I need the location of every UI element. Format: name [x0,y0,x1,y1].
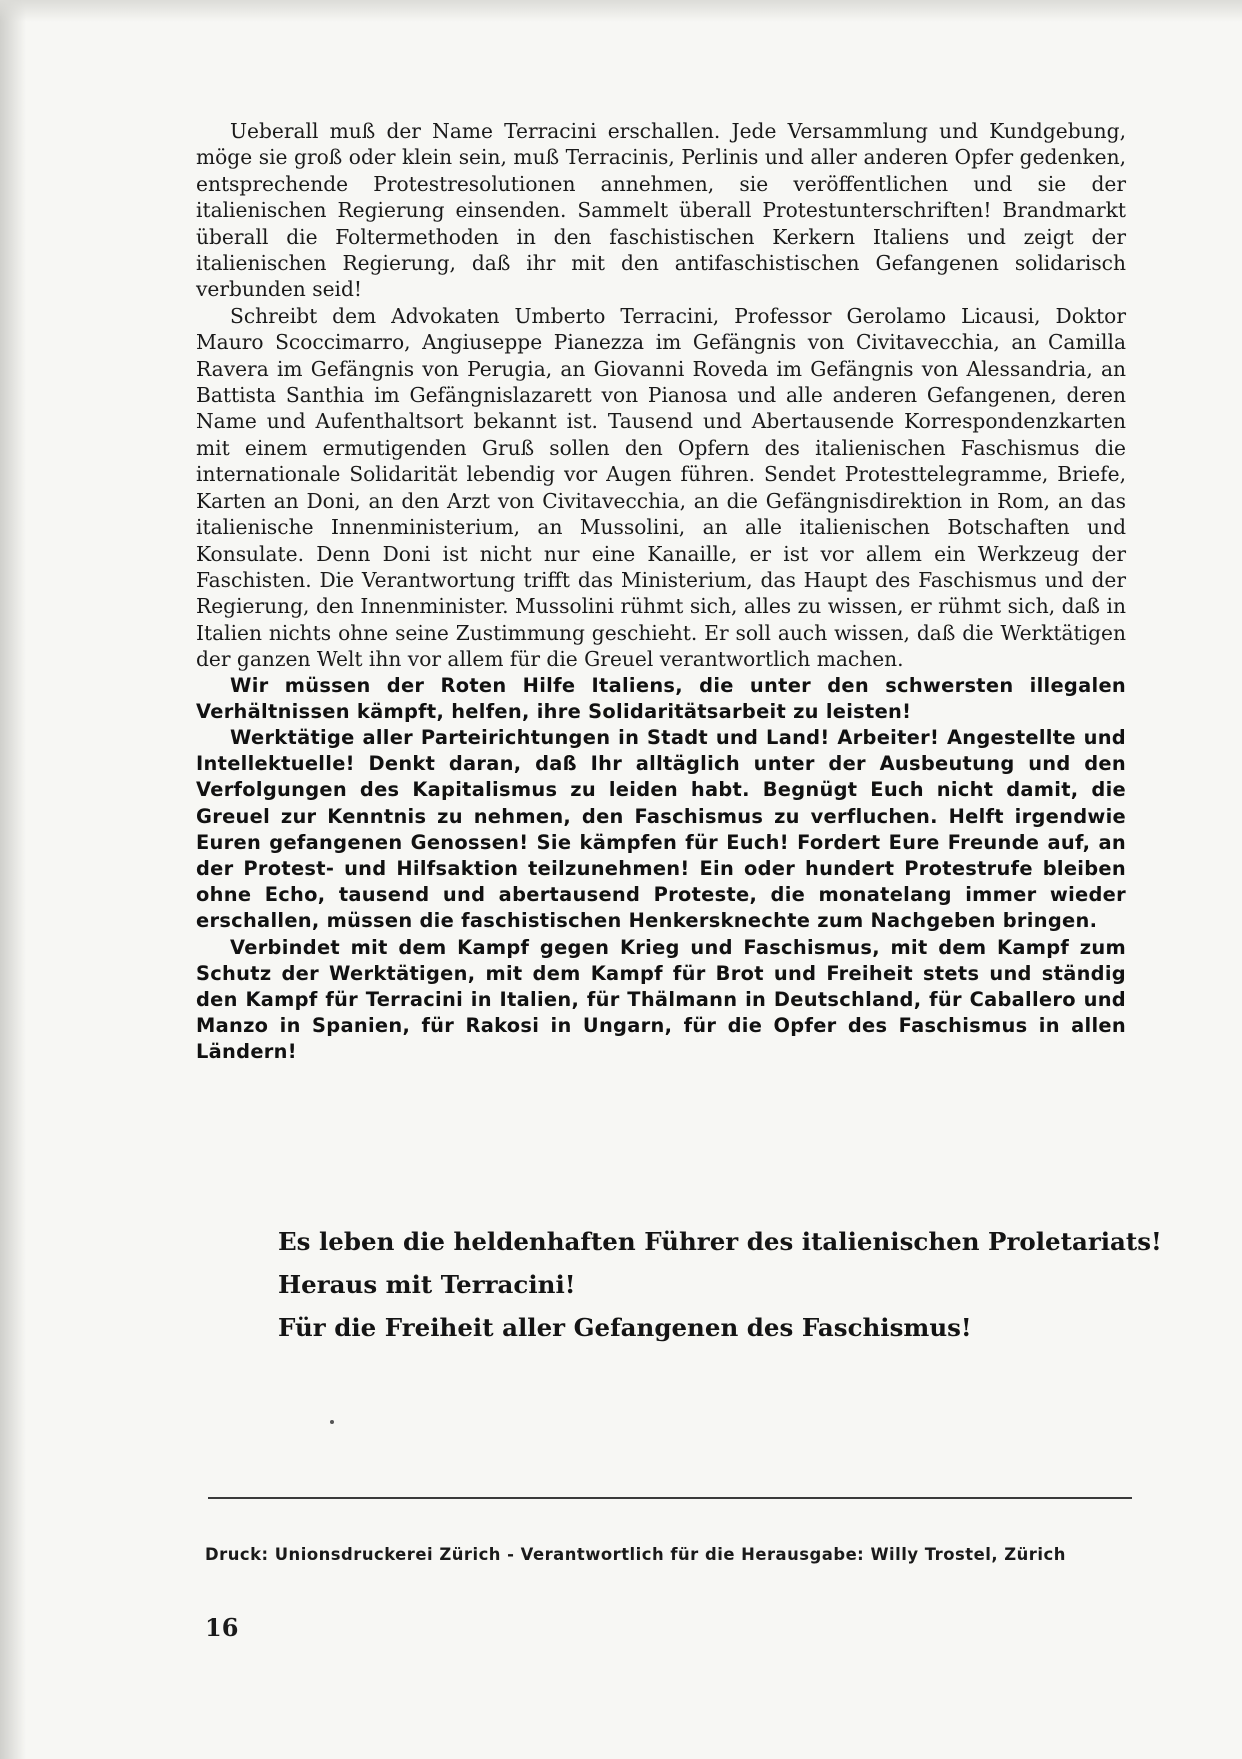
footer-rule [208,1497,1132,1499]
paragraph-unite-struggle: Verbindet mit dem Kampf gegen Krieg und Faschismus, mit dem Kampf zum Schutz der Werktätigen, mit dem Kampf für Brot und Freiheit stets und ständig den Kampf für Terracini in Italien, für Thälmann in Deutschland, für Caballero und Manzo in Spanien, für Rakosi in Ungarn, für die Opfer des Faschismus in allen Ländern! [196,935,1126,1064]
slogan-free-terracini: Heraus mit Terracini! [278,1270,576,1299]
slogan-freedom-prisoners: Für die Freiheit aller Gefangenen des Faschismus! [278,1313,972,1342]
print-speck [330,1420,334,1424]
slogan-leaders: Es leben die heldenhaften Führer des italienischen Proletariats! [278,1227,1162,1256]
page-number: 16 [205,1613,239,1642]
paragraph-rote-hilfe: Wir müssen der Roten Hilfe Italiens, die unter den schwersten illegalen Verhältnissen kämpft, helfen, ihre Solidaritätsarbeit zu leisten! [196,673,1126,723]
paragraph-appeal-workers: Werktätige aller Parteirichtungen in Stadt und Land! Arbeiter! Angestellte und Intellektuelle! Denkt daran, daß Ihr alltäglich unter der Ausbeutung und den Verfolgungen des Kapitalismus zu leiden habt. Begnügt Euch nicht damit, die Greuel zur Kenntnis zu nehmen, den Faschismus zu verfluchen. Helft irgendwie Euren gefangenen Genossen! Sie kämpfen für Euch! Fordert Eure Freunde auf, an der Protest- und Hilfsaktion teilzunehmen! Ein oder hundert Protestrufe bleiben ohne Echo, tausend und abertausend Proteste, die monatelang immer wieder erschallen, müssen die faschistischen Henkersknechte zum Nachgeben bringen. [196,725,1126,933]
slogan-block [278,1220,1162,1349]
article-body [196,118,1126,1066]
paragraph-terracini-campaign: Ueberall muß der Name Terracini erschallen. Jede Versammlung und Kundgebung, möge sie groß oder klein sein, muß Terracinis, Perlinis und aller anderen Opfer gedenken, entsprechende Protestresolutionen annehmen, sie veröffentlichen und sie der italienischen Regierung einsenden. Sammelt überall Protestunterschriften! Brandmarkt überall die Foltermethoden in den faschistischen Kerkern Italiens und zeigt der italienischen Regierung, daß ihr mit den antifaschistischen Gefangenen solidarisch verbunden seid! [196,119,1126,302]
printer-imprint: Druck: Unionsdruckerei Zürich - Verantwortlich für die Herausgabe: Willy Trostel, Zürich [205,1545,1066,1564]
paragraph-write-prisoners: Schreibt dem Advokaten Umberto Terracini, Professor Gerolamo Licausi, Doktor Mauro Scoccimarro, Angiuseppe Pianezza im Gefängnis von Civitavecchia, an Camilla Ravera im Gefängnis von Perugia, an Giovanni Roveda im Gefängnis von Alessandria, an Battista Santhia im Gefängnislazarett von Pianosa und alle anderen Gefangenen, deren Name und Aufenthaltsort bekannt ist. Tausend und Abertausende Korrespondenzkarten mit einem ermutigenden Gruß sollen den Opfern des italienischen Faschismus die internationale Solidarität lebendig vor Augen führen. Sendet Protesttelegramme, Briefe, Karten an Doni, an den Arzt von Civitavecchia, an die Gefängnisdirektion in Rom, an das italienische Innenministerium, an Mussolini, an alle italienischen Botschaften und Konsulate. Denn Doni ist nicht nur eine Kanaille, er ist vor allem ein Werkzeug der Faschisten. Die Verantwortung trifft das Ministerium, das Haupt des Faschismus und der Regierung, den Innenminister. Mussolini rühmt sich, alles zu wissen, er rühmt sich, daß in Italien nichts ohne seine Zustimmung geschieht. Er soll auch wissen, daß die Werktätigen der ganzen Welt ihn vor allem für die Greuel verantwortlich machen. [196,303,1126,672]
